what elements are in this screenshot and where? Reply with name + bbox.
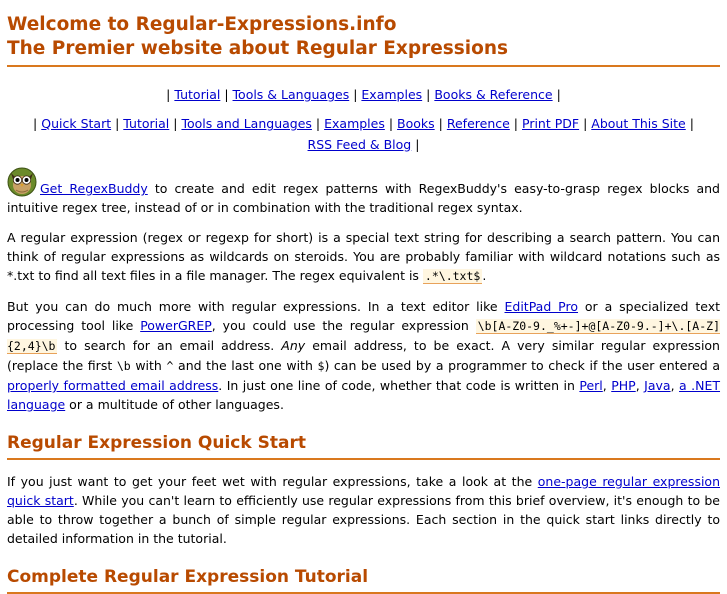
nav-examples-link[interactable]: Examples <box>361 87 423 102</box>
nav-books-link[interactable]: Books <box>397 116 435 131</box>
secondary-nav: | Quick Start | Tutorial | Tools and Languages | Examples | Books | Reference | Print PDF | About This Site | RSS Feed & Blog | <box>33 116 694 152</box>
nav-tutorial-link[interactable]: Tutorial <box>174 87 221 102</box>
page-title: Welcome to Regular-Expressions.info <box>7 14 397 35</box>
page <box>7 0 720 594</box>
quick-start-paragraph: If you just want to get your feet wet with regular expressions, take a look at the one-page regular expression quick start. While you can't learn to efficiently use regular expressions from this brief overview, it's enough to be able to throw together a bunch of simple regular expressions. Each section in the quick start links directly to detailed information in the tutorial. <box>7 474 720 546</box>
quick-start-divider <box>7 458 720 460</box>
email-address-link[interactable]: properly formatted email address <box>7 378 219 393</box>
regex-code-email: \b[A-Z0-9._%+-]+@[A-Z0-9.-]+\.[A-Z]{2,4}\b <box>7 319 720 353</box>
regex-code-txt: .*\.txt$ <box>424 269 481 283</box>
perl-link[interactable]: Perl <box>579 378 603 393</box>
powergrep-link[interactable]: PowerGREP <box>140 318 212 333</box>
page-subtitle: The Premier website about Regular Expressions <box>7 38 509 59</box>
nav-tools-languages-link[interactable]: Tools & Languages <box>232 87 350 102</box>
editpad-pro-link[interactable]: EditPad Pro <box>504 299 579 314</box>
top-nav: | Tutorial | Tools & Languages | Examples | Books & Reference | <box>166 87 561 102</box>
php-link[interactable]: PHP <box>611 378 636 393</box>
regexbuddy-owl-icon[interactable] <box>7 167 37 197</box>
quick-start-link[interactable]: one-page regular expression quick start <box>7 474 720 508</box>
nav-about-link[interactable]: About This Site <box>591 116 686 131</box>
regexbuddy-promo: Get RegexBuddy to create and edit regex patterns with RegexBuddy's easy-to-grasp regex blocks and intuitive regex tree, instead of or in combination with the traditional regex syntax. <box>7 167 720 217</box>
nav-quick-start-link[interactable]: Quick Start <box>41 116 112 131</box>
nav-books-reference-link[interactable]: Books & Reference <box>434 87 553 102</box>
header-divider <box>7 65 720 67</box>
nav-rss-feed-link[interactable]: RSS Feed & Blog <box>307 137 412 152</box>
nav-tools-and-languages-link[interactable]: Tools and Languages <box>181 116 312 131</box>
intro-paragraph: A regular expression (regex or regexp for short) is a special text string for describing a search pattern. You can think of regular expressions as wildcards on steroids. You are probably familiar with wildcard notations such as *.txt to find all text files in a file manager. The regex equivalent is .*\.txt$ . <box>7 230 720 283</box>
java-link[interactable]: Java <box>644 378 671 393</box>
nav-print-pdf-link[interactable]: Print PDF <box>522 116 580 131</box>
dotnet-link[interactable]: a .NET language <box>7 378 721 412</box>
nav-reference-link[interactable]: Reference <box>446 116 510 131</box>
nav-tutorial-link-2[interactable]: Tutorial <box>123 116 170 131</box>
quick-start-heading: Regular Expression Quick Start <box>7 433 306 453</box>
more-paragraph: But you can do much more with regular expressions. In a text editor like EditPad Pro or a specialized text processing tool like PowerGREP, you could use the regular expression \b[A-Z0-9._%+-]+@[A-Z0-9.-]+\.[A-Z]{2,4}\b to search for an email address. Any email address, to be exact. A very similar regular expression (replace the first \b with ^ and the last one with $) can be used by a programmer to check if the user entered a properly formatted email address. In just one line of code, whether that code is written in Perl, PHP, Java, a .NET language or a multitude of other languages. <box>7 299 721 412</box>
tutorial-heading: Complete Regular Expression Tutorial <box>7 567 369 587</box>
get-regexbuddy-link[interactable]: Get RegexBuddy <box>40 181 148 196</box>
nav-examples-link-2[interactable]: Examples <box>324 116 385 131</box>
